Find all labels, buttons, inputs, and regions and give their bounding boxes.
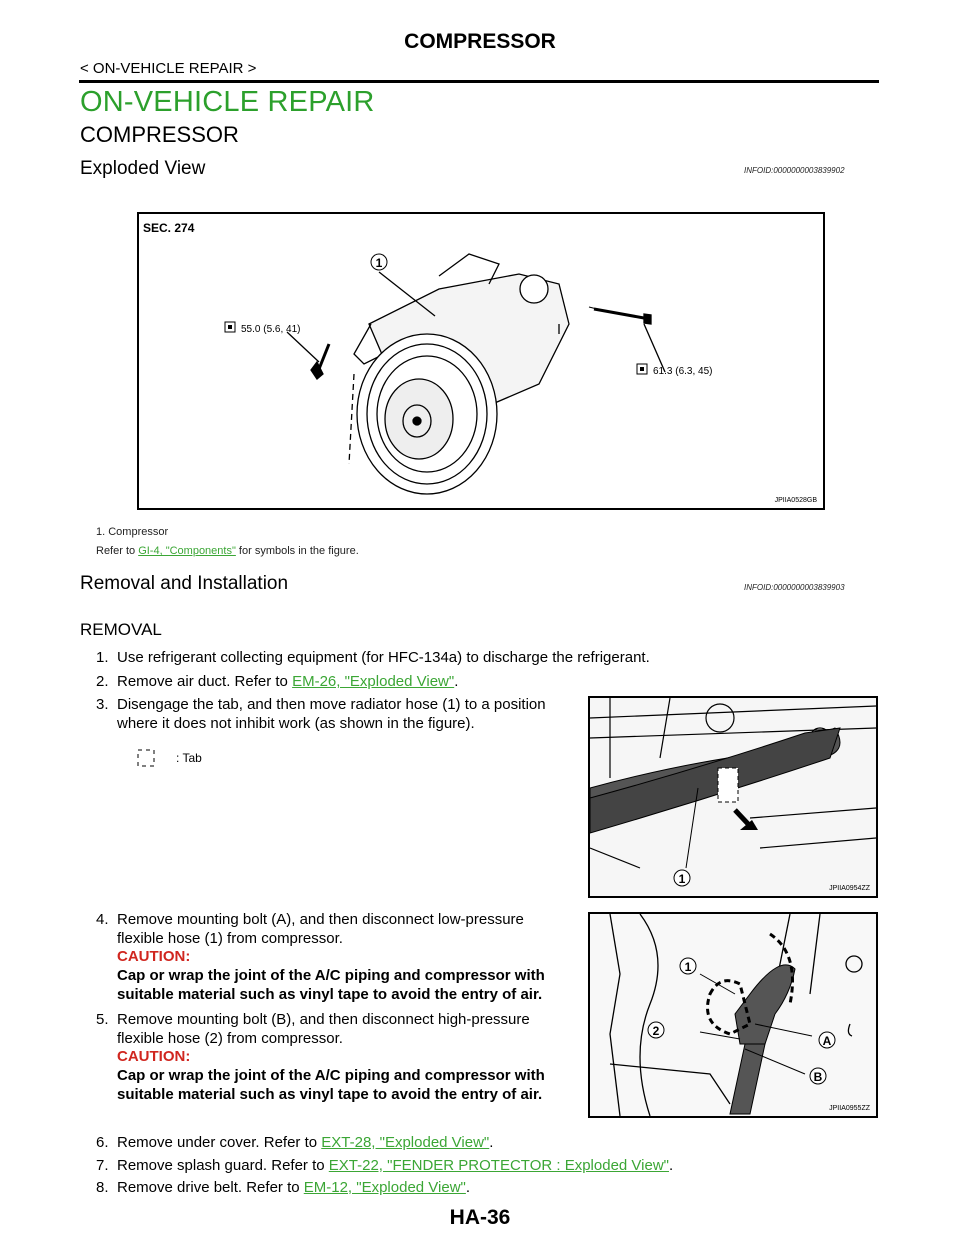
step-number: 5. bbox=[96, 1011, 109, 1028]
torque-value-2: 61.3 (6.3, 45) bbox=[653, 366, 713, 377]
step-text: Remove mounting bolt (A), and then disconnect low-pressure bbox=[117, 911, 524, 928]
refer-link[interactable]: GI-4, "Components" bbox=[138, 545, 236, 557]
step-number: 8. bbox=[96, 1179, 109, 1196]
step-number: 1. bbox=[96, 649, 109, 666]
callout-1: 1 bbox=[375, 256, 383, 270]
figure-code: JPIIA0528GB bbox=[774, 497, 817, 504]
torque-icon bbox=[225, 322, 235, 332]
step-text: Remove mounting bolt (B), and then disconnect high-pressure bbox=[117, 1011, 530, 1028]
compressor-exploded-figure bbox=[137, 212, 825, 510]
sec-label: SEC. 274 bbox=[143, 221, 195, 235]
step-text: Use refrigerant collecting equipment (for HFC-134a) to discharge the refrigerant. bbox=[117, 649, 650, 666]
torque-icon bbox=[637, 364, 647, 374]
step-5-line2: flexible hose (2) from compressor. bbox=[117, 1030, 343, 1047]
step-number: 7. bbox=[96, 1157, 109, 1174]
step-text: Remove drive belt. Refer to bbox=[117, 1179, 304, 1196]
caution-text-line1: Cap or wrap the joint of the A/C piping and compressor with bbox=[117, 1067, 545, 1084]
fig3-callout-b: B bbox=[813, 1070, 823, 1084]
step-text: Remove air duct. Refer to bbox=[117, 673, 293, 690]
refer-line bbox=[96, 545, 359, 557]
step-text: Remove splash guard. Refer to bbox=[117, 1157, 329, 1174]
step-4-line2: flexible hose (1) from compressor. bbox=[117, 930, 343, 947]
refer-post: for symbols in the figure. bbox=[235, 545, 359, 557]
step-number: 6. bbox=[96, 1134, 109, 1151]
step-text-end: . bbox=[454, 673, 459, 690]
exploded-view-heading: Exploded View bbox=[80, 158, 206, 179]
fig3-callout-1: 1 bbox=[684, 960, 692, 974]
fig3-callout-a: A bbox=[822, 1034, 832, 1048]
step-text-end: . bbox=[465, 1179, 471, 1196]
caution-text-line1: Cap or wrap the joint of the A/C piping and compressor with bbox=[117, 967, 545, 984]
torque-value-1: 55.0 (5.6, 41) bbox=[241, 324, 301, 335]
removal-subheading: REMOVAL bbox=[80, 620, 162, 639]
section-title: ON-VEHICLE REPAIR bbox=[80, 86, 375, 118]
component-title: COMPRESSOR bbox=[80, 122, 239, 147]
tab-legend: : Tab bbox=[176, 751, 202, 765]
refer-pre: Refer to bbox=[96, 545, 139, 557]
ext-28-link[interactable]: EXT-28, "Exploded View" bbox=[321, 1134, 490, 1151]
tab-symbol-icon bbox=[136, 748, 158, 768]
caution-text-line2: suitable material such as vinyl tape to avoid the entry of air. bbox=[117, 1086, 543, 1103]
em-12-link[interactable]: EM-12, "Exploded View" bbox=[303, 1179, 466, 1196]
radiator-hose-figure bbox=[588, 696, 878, 898]
header-rule bbox=[79, 80, 879, 83]
page-header-subtitle: < ON-VEHICLE REPAIR > bbox=[80, 60, 257, 77]
em-26-link[interactable]: EM-26, "Exploded View" bbox=[292, 673, 455, 690]
step-text-end: . bbox=[668, 1157, 674, 1174]
step-text-end: . bbox=[489, 1134, 494, 1151]
step-number: 3. bbox=[96, 696, 109, 713]
fig2-callout-1: 1 bbox=[678, 872, 686, 886]
step-text: Disengage the tab, and then move radiator hose (1) to a position bbox=[117, 696, 546, 713]
removal-infoid: INFOID:0000000003839903 bbox=[744, 583, 845, 592]
caution-label: CAUTION: bbox=[117, 1048, 191, 1065]
fig3-callout-2: 2 bbox=[652, 1024, 660, 1038]
step-number: 2. bbox=[96, 673, 109, 690]
legend-item: 1. Compressor bbox=[96, 526, 169, 538]
page-header-title: COMPRESSOR bbox=[404, 30, 556, 53]
step-number: 4. bbox=[96, 911, 109, 928]
flexible-hose-figure bbox=[588, 912, 878, 1118]
step-3-line2: where it does not inhibit work (as shown in the figure). bbox=[117, 715, 475, 732]
ext-22-link[interactable]: EXT-22, "FENDER PROTECTOR : Exploded View" bbox=[328, 1157, 669, 1174]
exploded-infoid: INFOID:0000000003839902 bbox=[744, 166, 845, 175]
fig3-code: JPIIA0955ZZ bbox=[829, 1105, 870, 1112]
caution-label: CAUTION: bbox=[117, 948, 191, 965]
page-number: HA-36 bbox=[449, 1206, 511, 1229]
fig2-code: JPIIA0954ZZ bbox=[829, 885, 870, 892]
step-text: Remove under cover. Refer to bbox=[117, 1134, 322, 1151]
removal-heading: Removal and Installation bbox=[80, 573, 289, 594]
caution-text-line2: suitable material such as vinyl tape to avoid the entry of air. bbox=[117, 986, 543, 1003]
